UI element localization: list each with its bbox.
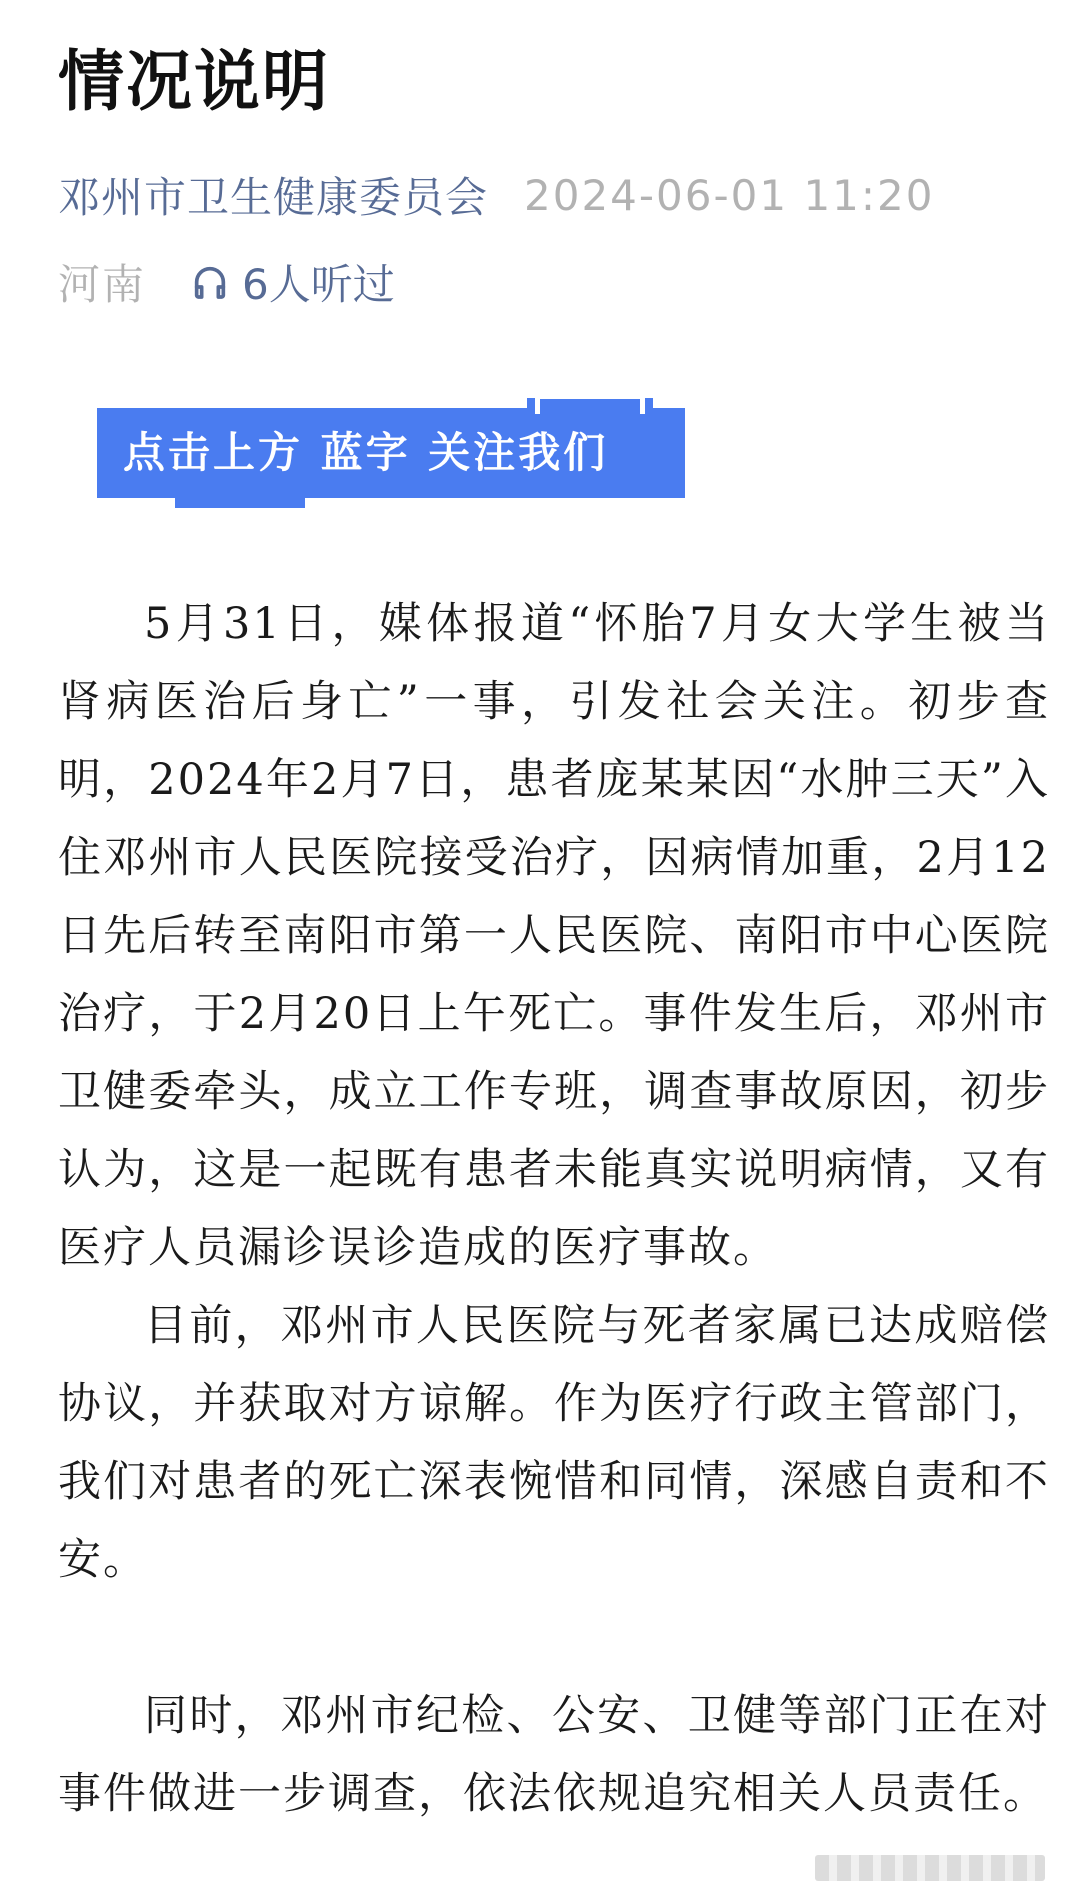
- listen-count: 6人听过: [242, 260, 395, 309]
- follow-banner[interactable]: [97, 408, 685, 498]
- publish-time: 2024-06-01 11:20: [524, 170, 935, 220]
- article-meta: [58, 165, 935, 225]
- account-name-link[interactable]: 邓州市卫生健康委员会: [58, 173, 489, 222]
- article-paragraph: 同时，邓州市纪检、公安、卫健等部门正在对事件做进一步调查，依法依规追究相关人员责任。: [58, 1691, 1050, 1819]
- blurred-watermark: [815, 1855, 1045, 1881]
- article-body: [58, 585, 1050, 1833]
- article-meta-secondary: [58, 252, 395, 312]
- headphones-icon: [190, 262, 230, 302]
- banner-tail-decoration: [175, 498, 305, 508]
- listen-button[interactable]: [190, 252, 395, 312]
- paragraph-spacer: [58, 1599, 1050, 1677]
- article-paragraph: 5月31日，媒体报道“怀胎7月女大学生被当肾病医治后身亡”一事，引发社会关注。初步查明，2024年2月7日，患者庞某某因“水肿三天”入住邓州市人民医院接受治疗，因病情加重，2月12日先后转至南阳市第一人民医院、南阳市中心医院治疗，于2月20日上午死亡。事件发生后，邓州市卫健委牵头，成立工作专班，调查事故原因，初步认为，这是一起既有患者未能真实说明病情，又有医疗人员漏诊误诊造成的医疗事故。: [58, 599, 1050, 1273]
- region-label: 河南: [58, 260, 147, 309]
- article-paragraph: 目前，邓州市人民医院与死者家属已达成赔偿协议，并获取对方谅解。作为医疗行政主管部门，我们对患者的死亡深表惋惜和同情，深感自责和不安。: [58, 1301, 1050, 1585]
- article-title: 情况说明: [58, 43, 330, 120]
- follow-banner-text: 点击上方 蓝字 关注我们: [123, 428, 609, 477]
